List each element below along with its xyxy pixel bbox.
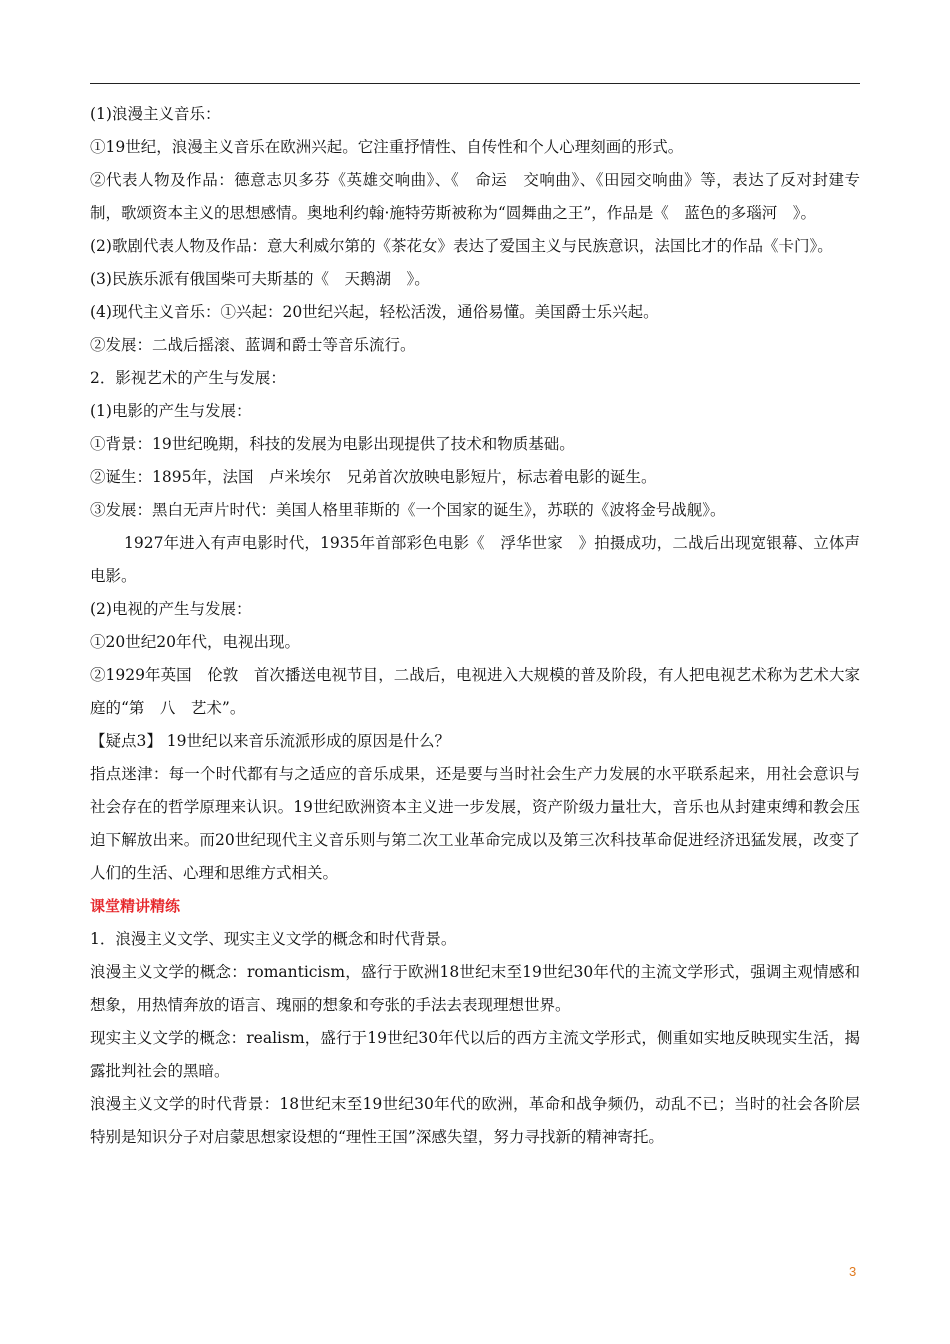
subheading-tv: (2)电视的产生与发展： bbox=[90, 600, 252, 618]
paragraph: 1927年进入有声电影时代，1935年首部彩色电影《 浮华世家 》拍摄成功，二战后出现宽银幕、立体声电影。 bbox=[90, 534, 860, 585]
question-heading: 【疑点3】 19世纪以来音乐流派形成的原因是什么？ bbox=[90, 732, 451, 750]
paragraph: (4)现代主义音乐：①兴起：20世纪兴起，轻松活泼，通俗易懂。美国爵士乐兴起。 bbox=[90, 303, 659, 321]
paragraph: 浪漫主义文学的时代背景：18世纪末至19世纪30年代的欧洲，革命和战争频仍，动乱不已；当时的社会各阶层特别是知识分子对启蒙思想家设想的“理性王国”深感失望，努力寻找新的精神寄托。 bbox=[90, 1095, 860, 1146]
paragraph: ②1929年英国 伦敦 首次播送电视节目，二战后，电视进入大规模的普及阶段，有人把电视艺术称为艺术大家庭的“第 八 艺术”。 bbox=[90, 666, 860, 717]
header-rule bbox=[90, 83, 860, 84]
paragraph: ①20世纪20年代，电视出现。 bbox=[90, 633, 300, 651]
paragraph: (2)歌剧代表人物及作品：意大利威尔第的《茶花女》表达了爱国主义与民族意识，法国比才的作品《卡门》。 bbox=[90, 237, 833, 255]
paragraph: 指点迷津：每一个时代都有与之适应的音乐成果，还是要与当时社会生产力发展的水平联系起来，用社会意识与社会存在的哲学原理来认识。19世纪欧洲资本主义进一步发展，资产阶级力量壮大，音乐也从封建束缚和教会压迫下解放出来。而20世纪现代主义音乐则与第二次工业革命完成以及第三次科技革命促进经济迅猛发展，改变了人们的生活、心理和思维方式相关。 bbox=[90, 765, 860, 882]
section-heading: 1．浪漫主义文学、现实主义文学的概念和时代背景。 bbox=[90, 930, 457, 948]
page-number: 3 bbox=[849, 1264, 857, 1279]
subheading-romantic-music: (1)浪漫主义音乐： bbox=[90, 105, 221, 123]
paragraph: ②代表人物及作品：德意志贝多芬《英雄交响曲》、《 命运 交响曲》、《田园交响曲》等，表达了反对封建专制，歌颂资本主义的思想感情。奥地利约翰·施特劳斯被称为“圆舞曲之王”，作品是《 蓝色的多瑙河 》。 bbox=[90, 171, 860, 222]
paragraph: 现实主义文学的概念：realism，盛行于19世纪30年代以后的西方主流文学形式，侧重如实地反映现实生活，揭露批判社会的黑暗。 bbox=[90, 1029, 860, 1080]
paragraph: ②诞生：1895年，法国 卢米埃尔 兄弟首次放映电影短片，标志着电影的诞生。 bbox=[90, 468, 657, 486]
subheading-film: (1)电影的产生与发展： bbox=[90, 402, 252, 420]
paragraph: 浪漫主义文学的概念：romanticism，盛行于欧洲18世纪末至19世纪30年代的主流文学形式，强调主观情感和想象，用热情奔放的语言、瑰丽的想象和夸张的手法去表现理想世界。 bbox=[90, 963, 860, 1014]
paragraph: (3)民族乐派有俄国柴可夫斯基的《 天鹅湖 》。 bbox=[90, 270, 430, 288]
document-body bbox=[90, 98, 860, 1154]
paragraph: ①19世纪，浪漫主义音乐在欧洲兴起。它注重抒情性、自传性和个人心理刻画的形式。 bbox=[90, 138, 684, 156]
paragraph: ③发展：黑白无声片时代：美国人格里菲斯的《一个国家的诞生》，苏联的《波将金号战舰》。 bbox=[90, 501, 726, 519]
paragraph: ②发展：二战后摇滚、蓝调和爵士等音乐流行。 bbox=[90, 336, 416, 354]
paragraph: ①背景：19世纪晚期，科技的发展为电影出现提供了技术和物质基础。 bbox=[90, 435, 575, 453]
section-title-red: 课堂精讲精练 bbox=[90, 897, 181, 915]
section-heading: 2．影视艺术的产生与发展： bbox=[90, 369, 286, 387]
